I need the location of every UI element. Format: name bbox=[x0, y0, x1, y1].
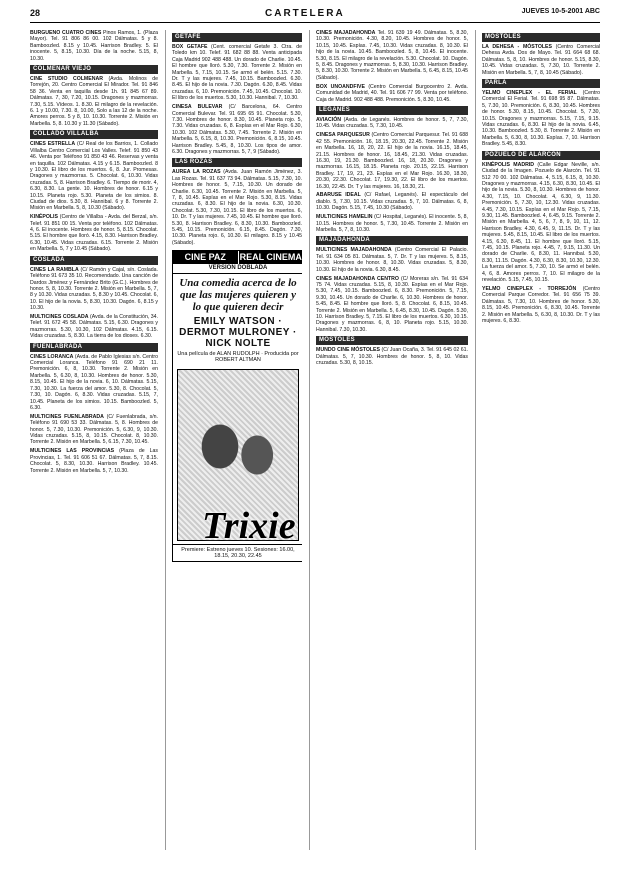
cinema-schedule: (Plaza de Las Provincias, 1. Tel. 91 606 51 67. Dálmatas. 5, 7, 8.15. Chocolat. 5, 8.30, 10.30. Harrison Bradley. 10.45. Torrente 2. Misión en Marbella. 5, 7, 10.30. bbox=[30, 448, 158, 474]
cinema-schedule: (Avda. de la Constitución, 34. Telef. 91 672 45 58. Dálmatas. 5.15, 6.30. Dragones y mazmorras. 5.30, 10.30, 102 Dálmatas. 4.15, 6.15. Vidas cruzadas. 5, 8.30. La tierra de los dioses. 6.30. bbox=[30, 314, 158, 340]
cinema-schedule: (Avda. Molinos de Torrejón, 20. Centro Comercial El Mirador. Tel. 91 846 58 36. Venta en taquilla desde 1h. 91 845 67 89. Dálmatas. 7, 30, 7.20, 10.15. Dragones y mazmorras. 7.30, 5.15. Vídeos. 1. 8.30. El milagro de la revelación. 6. 1 y 10.00, 7.30. 8, 10.00, Solo a las 12 de la noche. Amores perros. 5 y 8, 10. 10.30. Torrente 2. Misión en Marbella. 5, 8. 10.30 y 11.30 (Sábado). bbox=[30, 76, 158, 127]
cinema-schedule: (C/ Rafael, Leganés). El espectáculo del diablo. 5, 7.30, 10.15. Vidas cruzadas. 5, 7, 10. Dálmatas. 6, 8, 10.30. Dagón. 5.15, 7.45, 10.30 (Sábado). bbox=[316, 192, 468, 212]
cinema-name: CINESA BULEVAR bbox=[172, 104, 223, 111]
section-title: CARTELERA bbox=[265, 8, 345, 19]
cinema-schedule: (C/ Hospital, Leganés). El inocente. 5, 8, 10.15. Hombres de honor. 5, 7.30, 10.45. Torrente 2. Misión en Marbella. 5, 7, 8, 10.30. bbox=[316, 214, 468, 233]
cinema-schedule: (Centro Comercial Burgocentro 2. Avda. Comunidad de Madrid, 40. Tel. 91 606 77 99. Venta por teléfono. Caja de Madrid. 902 488 488. Premonición. 5, 8.30, 10.45. bbox=[316, 83, 468, 103]
cinema-listing bbox=[30, 76, 158, 127]
region-heading: LAS ROZAS bbox=[172, 158, 302, 167]
region-heading: FUENLABRADA bbox=[30, 343, 158, 352]
cinema-schedule: (Avda. Juan Ramón Jiménez, 3. Las Rozas. Tel. 91 637 73 94. Dálmatas. 5.15, 7.30, 10. Hombres de honor. 5, 7.15, 10.30. Un dorado de Charlie. 6.30, 10.45. Torrente 2. Misión en Marbella. 5, 7, 8, 10.45. Espías en el Mar Rojo. 5.30, 8.15. Vidas cruzadas. 6, 8.30. El hijo de la novia. 6.30, 10.30. Chocolat. 5.30, 7.30, 10.15. El libro de los muertos. 6, 10. Dr. T y las mujeres. 7.45, 10.45. El hombre que lloró. 5.30, 8. Harrison Bradley. 6, 8.30, 10.30. Bamboozled. 5.45, 10.15. Premonición. 6.15, 8.45. Dagón. 7.30, 10.30. Planeta rojo. 6, 10.30. El milagro. 8.15 y 10.45 (Sábado). bbox=[172, 169, 302, 246]
cinema-name: MULTICINES COSLADA bbox=[30, 314, 89, 321]
cinema-name: YELMO CINEPLEX - TORREJÓN bbox=[482, 285, 577, 292]
cinema-listing bbox=[482, 44, 600, 76]
region-heading: LEGANÉS bbox=[316, 106, 468, 115]
cinema-name: KINÉPOLIS MADRID bbox=[482, 161, 535, 168]
cinema-name: AVIACIÓN bbox=[316, 116, 341, 123]
cinema-name: BURGUEÑO CUATRO CINES bbox=[30, 30, 102, 36]
cinema-listing bbox=[30, 448, 158, 474]
cinema-schedule: (Centro de Villalba - Avda. del Berzal, s/n. Telef. 91 851 00 15. Venta por teléfono. 102 Dálmatas. 4, 6. El inocente. Hombres de honor. 5, 8.15. Chocolat. 5.15. El hombre que lloró. 4.15, 8.30. Harrison Bradley. 6.30, 10.45. Vidas cruzadas. 6.15. Torrente 2. Misión en Marbella. 5, 7 y 10.45 (Sábado). bbox=[30, 214, 158, 253]
region-heading: COSLADA bbox=[30, 256, 158, 265]
cinema-name: CINES ESTRELLA bbox=[30, 141, 76, 148]
ad-movie-title: Trixie bbox=[202, 505, 296, 548]
cinema-schedule: (C/ Juan Ocaña, 3. Tel. 91 645 02 61. Dálmatas. 5, 7, 10.30. Hombres de honor. 5, 8, 10. Vidas cruzadas. 5.30, 8, 10.15. bbox=[316, 347, 468, 366]
cinema-name: BOX GETAFE bbox=[172, 44, 208, 50]
ad-credit: Una película de ALAN RUDOLPH · Producida por ROBERT ALTMAN bbox=[177, 350, 299, 364]
cinema-name: CINES MAJADAHONDA bbox=[316, 30, 376, 36]
cinema-name: ABARUSE IDEAL bbox=[316, 192, 361, 199]
cinema-schedule: (Avda. de Leganés. Hombres de honor. 5, 7, 7.30, 10.45. Vidas cruzadas. 5, 7.30, 10.45. bbox=[316, 116, 468, 130]
listing-column-3 bbox=[316, 30, 468, 855]
cinema-name: CINE STUDIO COLMENAR bbox=[30, 76, 103, 83]
cinema-name: MULTICINES LAS PROVINCIAS bbox=[30, 448, 115, 455]
cinema-listing bbox=[482, 90, 600, 148]
cinema-name: MULTICINES MAJADAHONDA bbox=[316, 247, 392, 254]
cinema-schedule: Pinos Ramos, 1. (Plaza Mayor). Tel. 91 806 86 00. 102 Dálmatas. 5 y 8. Bamboozled. 8.15 y 10.45. Harrison Bradley. 5. El inocente. 5, 8.15, 10.30. Día de la noche. 5.15, 8, 10.30. bbox=[30, 30, 158, 62]
cinema-schedule: Tel. 91 639 19 49. Dálmatas. 5, 8.30, 10.30. Premonición. 4.30, 8.20, 10.45. Hombres de honor. 5, 10.15, 10.45. Espías. 7.45, 10.30. Vidas cruzadas. 8, 10.30. El hijo de la novia. 10.45. Bamboozled. 5, 8, 10.45. El inocente. 5.30, 8.15. El milagro de la revelación. 5.30. Chocolat. 10. Dagón. 5, 8.45. Dragones y mazmorras. 5, 8.30, 10.30. Harrison Bradley. 5, 8.30, 10.30. Torrente 2. Misión en Marbella. 5, 6.45, 8.15, 10.45 (Sábado). bbox=[316, 30, 468, 81]
region-heading: COLMENAR VIEJO bbox=[30, 65, 158, 74]
listing-column-4 bbox=[482, 30, 600, 855]
cinema-listing bbox=[482, 162, 600, 284]
cinema-listing bbox=[172, 169, 302, 246]
cinema-schedule: (Centro Comercial Dehesa Avda. Dos de Mayo. Tel. 91 664 68 68. Dálmatas. 5, 8, 10. Hombres de honor. 5.15, 8.30, 10.45. Vidas cruzadas. 5, 7.30, 10. Torrente 2. Misión en Marbella. 5, 7, 8, 10.45 (Sábado). bbox=[482, 44, 600, 76]
cinema-listing bbox=[316, 347, 468, 366]
cinema-schedule: (Centro Comercial Parque Corredor. Tel. 91 656 75 39. Dálmatas. 5, 7.30, 10. Hombres de honor. 5.30, 8.15, 10.45. Premonición. 6, 8.30, 10.45. Torrente 2. Misión en Marbella. 5, 6.30, 8, 10.30. Dr. T y las mujeres. 6, 8.30. bbox=[482, 285, 600, 324]
cinema-name: KINÉPOLIS bbox=[30, 214, 58, 221]
cinema-schedule: (C/ Real de los Barrios, 1. Collado Villalba Centro Comercial Los Valles. Telef. 91 850 43 46. Venta por Teléfono 91 850 43 46. Reservas y venta en taquilla. 102 Dálmatas. 4.15 y 6.15. Bamboozled. 8 y 10.30. El libro de los muertos. 6, 8. Jur. Promesas. Dragones y mazmorras. 5. Chocolat. 6, 10.30. Vidas cruzadas. 5, 8. Harrison Bradley. 6. Tiempo de morir. 4, 6.30, 8.30. La gente. 10. Hombres de honor. 6.15 y 10.15. Planeta rojo. 5.30. Planeta de los simios. 8. Ciudad de dios. 5.30, 8. Hannibal. 6 y 8. Torrente 2. Misión en Marbella. 5, 8, 10.30 (Sábado). bbox=[30, 141, 158, 212]
ad-tagline: Una comedia acerca de lo que las mujeres quieren y lo que quieren decir bbox=[179, 276, 297, 313]
cinema-schedule: (C/ Barcelona, 64. Centro Comercial Bulevar. Tel. 91 695 65 91. Chocolat. 5.30, 7.30. Hombres de honor. 8.30, 10.45. Planeta rojo. 5, 7.30. Vidas cruzadas. 6, 8. Espías en el Mar Rojo. 6.30, 10.30. 102 Dálmatas. 5.30, 7.45. Torrente 2. Misión en Marbella. 5, 6.15, 8, 10.30. Premonición. 6, 8.15, 10.45. Harrison Bradley. 5.45, 8, 10.30. Los tipos de amor. 6.30. Dragones y mazmorras. 5, 7, 9 (Sábado). bbox=[172, 104, 302, 155]
region-heading: COLLADO VILLALBA bbox=[30, 130, 158, 139]
cinema-listing bbox=[30, 354, 158, 412]
cinema-listing bbox=[30, 141, 158, 211]
ad-subtitle: VERSIÓN DOBLADA bbox=[173, 264, 302, 273]
cinema-schedule: (Centro Comercial El Ferial. Tel. 91 698 95 87. Dálmatas. 5, 7.30, 10. Premonición. 6, 8.30, 10.45. Hombres de honor. 5.30, 8.15, 10.45. Chocolat. 5, 7.30, 10.15. Dragones y mazmorras. 5.15, 7.15, 9.15. Vidas cruzadas. 6, 8.30. El hijo de la novia. 6.45, 10.30. Bamboozled. 5.30, 8. Torrente 2. Misión en Marbella. 5, 6.30, 8, 10.30. Espías. 7, 10. Harrison Bradley. 5.45, 8.30. bbox=[482, 90, 600, 148]
page-header bbox=[30, 8, 600, 23]
cinema-listing bbox=[316, 84, 468, 103]
ad-actors: EMILY WATSON · DERMOT MULRONEY · NICK NOLTE bbox=[179, 315, 297, 349]
cinema-name: CINES LORANCA bbox=[30, 353, 74, 360]
movie-advertisement bbox=[172, 250, 302, 562]
cinema-listing bbox=[30, 314, 158, 340]
cinema-schedule: (C/ Ramón y Cajal, s/n. Coslada. Teléfono 91 673 35 10. Recomendado. Una canción de Dardos Jiménez y Fernández Brito (G.C.). Hombres de honor. 5, 8, 10.30. Torrente 2. Misión en Marbella. 5, 7, 8 y 10.30. Vidas cruzadas. 5, 8.30 y 10.45. Chocolat. 6, 10. El hijo de la novia. 5, 8.30, 10.30. Dagón. 6, 8.15 y 10.30. bbox=[30, 266, 158, 312]
listing-column-2 bbox=[172, 30, 302, 855]
date-line: JUEVES 10-5-2001 ABC bbox=[521, 8, 600, 15]
cinema-name: MULTICINES HAMELIN bbox=[316, 214, 373, 221]
cinema-listing bbox=[482, 286, 600, 324]
region-heading: POZUELO DE ALARCÓN bbox=[482, 151, 600, 160]
cinema-listing bbox=[316, 247, 468, 273]
cinema-name: CINESA PARQUESUR bbox=[316, 132, 370, 139]
region-heading: PARLA bbox=[482, 79, 600, 88]
cinema-name: MUNDO CINE MÓSTOLES bbox=[316, 347, 380, 354]
cinema-name: YELMO CINEPLEX - EL FERIAL bbox=[482, 90, 577, 97]
cinema-schedule: (C/ Moreras s/n. Tel. 91 634 75 74. Vidas cruzadas. 5.15, 8, 10.30. Espías en el Mar Rojo. 5.30, 7.45, 10.15. Bamboozled. 6, 8.30. Premonición. 5, 7.15, 9.30, 10.45. Un dorado de Charlie. 6, 10.30. Hombres de honor. 5.45, 8.45. El hombre que lloró. 5, 8. Chocolat. 6, 8.15, 10.45. Torrente 2. Misión en Marbella. 5, 6.45, 8.30, 10.45. Dagón. 5.30, 10. Harrison Bradley. 5, 7.15. El libro de los muertos. 6.30, 10.15. Dragones y mazmorras. 6, 8, 10. Planeta rojo. 5.15, 10.30. Hannibal. 7.30, 10.30. bbox=[316, 275, 468, 333]
cinema-listing bbox=[316, 192, 468, 211]
ad-cinema-1: CINE PAZ bbox=[184, 252, 226, 263]
cinema-listing bbox=[316, 132, 468, 190]
cinema-name: CINES LA RAMBLA bbox=[30, 266, 79, 273]
cinema-listing bbox=[172, 44, 302, 102]
cinema-listing bbox=[316, 276, 468, 334]
cinema-schedule: (Cent. comercial Getafe 3. Ctra. de Toledo km 10. Telef. 91 682 88 88. Venta anticipada Caja Madrid 902 488 488. Un dorado de Charlie. 10.45. El hombre que lloró. 5.30, 7.30. Torrente 2. Misión en Marbella. 5, 7.15, 10.15. Se armó el belén. 5.15. 7.30. Dr. T y las mujeres. 7.45, 10.15. Bamboozled. 6.30. 8.45. El hijo de la novia. 7.30. Dagón. 6.30, 8.45. Vidas cruzadas. 6, 10. Premonición. 7.45, 10.45. Chocolat. 10. El libro de los muertos. 5.30, 10.30. Hannibal. 7, 10.30. bbox=[172, 44, 302, 102]
cinema-name: AUREA LA ROZAS bbox=[172, 169, 221, 176]
cinema-listing bbox=[30, 214, 158, 252]
ad-cinema-names bbox=[173, 251, 302, 264]
region-heading: MAJADAHONDA bbox=[316, 236, 468, 245]
ad-photo bbox=[177, 369, 299, 548]
column-divider bbox=[165, 30, 166, 850]
cinema-schedule: (Calle Edgar Neville, s/n. Ciudad de la Imagen. Pozuelo de Alarcón. Tel. 91 512 70 00. 102 Dálmatas. 4, 5.15, 6.15, 8, 10.30. Dragones y mazmorras. 4.15, 6.30, 8.30, 10.45. El hijo de la novia. 5.30, 8, 10.30. Hombres de honor. 4.30, 7.15, 10. Chocolat. 4, 6.30, 9, 11.30. Premonición. 5, 7.30, 10, 12.30. Vidas cruzadas. 4.45, 7.30, 10.15. Espías en el Mar Rojo. 5, 7.15, 9.30, 11.45. Bamboozled. 4, 6.45, 9.15. Torrente 2. Misión en Marbella. 4, 5, 6, 7, 8, 9, 10, 11, 12. Harrison Bradley. 4.30, 6.45, 9, 11.15. Dr. T y las mujeres. 5.45, 8.15, 10.45. El libro de los muertos. 4.15, 6.30, 8.45, 11. El hombre que lloró. 5.15, 7.45, 10.15. Planeta rojo. 4.45, 7, 9.15, 11.30. Un dorado de Charlie. 6, 8.30, 11. Hannibal. 5.30, 8.30, 11.15. Dagón. 4.30, 6.30, 8.30, 10.30, 12.30. La fuerza del amor. 5, 7.30, 10. Se armó el belén. 4, 6, 8. Amores perros. 7, 10. El milagro de la revelación. 5.15, 7.45, 10.15. bbox=[482, 161, 600, 283]
cinema-listing bbox=[30, 30, 158, 62]
cinema-schedule: (Avda. de Pablo Iglesias s/n. Centro Comercial Loranca. Teléfono 91 690 21 11. Premonición. 6, 8, 10.30. Torrente 2. Misión en Marbella. 5, 6.30, 8, 10.30. Hombres de honor. 5.30, 8.15, 10.45. El hijo de la novia. 6, 10. Dálmatas. 5.15, 7.30, 10.30. La fuerza del amor. 5.30, 8. Chocolat. 5, 7.30, 10. Dagón. 6, 8.30. Vidas cruzadas. 5.15, 7, 10.45. Planeta de los simios. 10.15. Bamboozled. 5, 6.30. bbox=[30, 353, 158, 411]
listing-column-1 bbox=[30, 30, 158, 855]
cinema-listing bbox=[30, 414, 158, 446]
page-number: 28 bbox=[30, 8, 41, 18]
region-heading: GETAFE bbox=[172, 33, 302, 42]
cinema-schedule: (Centro Comercial El Palacio. Tel. 91 634 05 81. Dálmatas. 5, 7. Dr. T y las mujeres. 5, 8.15, 10.30. Hombres de honor. 8, 10.30. Vidas cruzadas. 5, 8.30, 10.30. El hijo de la novia. 6.30, 8.45. bbox=[316, 247, 468, 273]
ad-footer: Premiere: Estreno jueves 10. Sesiones: 16.00, 18.15, 20.30, 22.45 bbox=[173, 544, 302, 562]
cinema-schedule: (C/ Fuenlabrada, s/n. Teléfono 91 690 53 33. Dálmatas. 5, 8. Hombres de honor. 5, 7.30, 10.30. Premonición. 5, 6.30, 9, 10.30. Vidas cruzadas. 5.15, 8, 10.15. Chocolat. 8, 10.30. Torrente 2. Misión en Marbella. 5, 6.15, 7.30, 10.45. bbox=[30, 413, 158, 446]
ad-cinema-2: REAL CINEMA bbox=[238, 251, 303, 264]
cinema-name: BOX UNOANDFIVE bbox=[316, 83, 365, 90]
region-heading: MÓSTOLES bbox=[482, 33, 600, 42]
cinema-name: MULTICINES FUENLABRADA bbox=[30, 413, 104, 420]
cinema-listing bbox=[172, 104, 302, 155]
column-divider bbox=[309, 30, 310, 850]
column-divider bbox=[475, 30, 476, 850]
cinema-listing bbox=[316, 214, 468, 233]
cinema-listing bbox=[316, 30, 468, 81]
region-heading: MÓSTOLES bbox=[316, 336, 468, 345]
cinema-name: LA DEHESA - MÓSTOLES bbox=[482, 44, 552, 50]
cinema-name: CINES MAJADAHONDA CENTRO bbox=[316, 275, 399, 282]
cinema-schedule: (Centro Comercial Parquesur. Tel. 91 688 42 55. Premonición. 16, 18.15, 20.30, 22.45. Torrente 2. Misión en Marbella. 16, 18, 20, 22. El hijo de la novia. 16.15, 18.45, 21.15. Hombres de honor. 16, 18.45, 21.30. Vidas cruzadas. 16.30, 19, 21.30. Bamboozled. 16, 18, 20.30. Dragones y mazmorras. 16.15, 18.15. Planeta rojo. 20.15, 22.15. Harrison Bradley. 17, 19, 21, 23. Espías en el Mar Rojo. 16.30, 18.30, 20.30, 22.30. Chocolat. 17, 19.30, 22. El libro de los muertos. 16.30, 22.45. Dr. T y las mujeres. 16, 18.30, 21. bbox=[316, 132, 468, 190]
cinema-listing bbox=[316, 117, 468, 130]
cinema-listing bbox=[30, 267, 158, 312]
